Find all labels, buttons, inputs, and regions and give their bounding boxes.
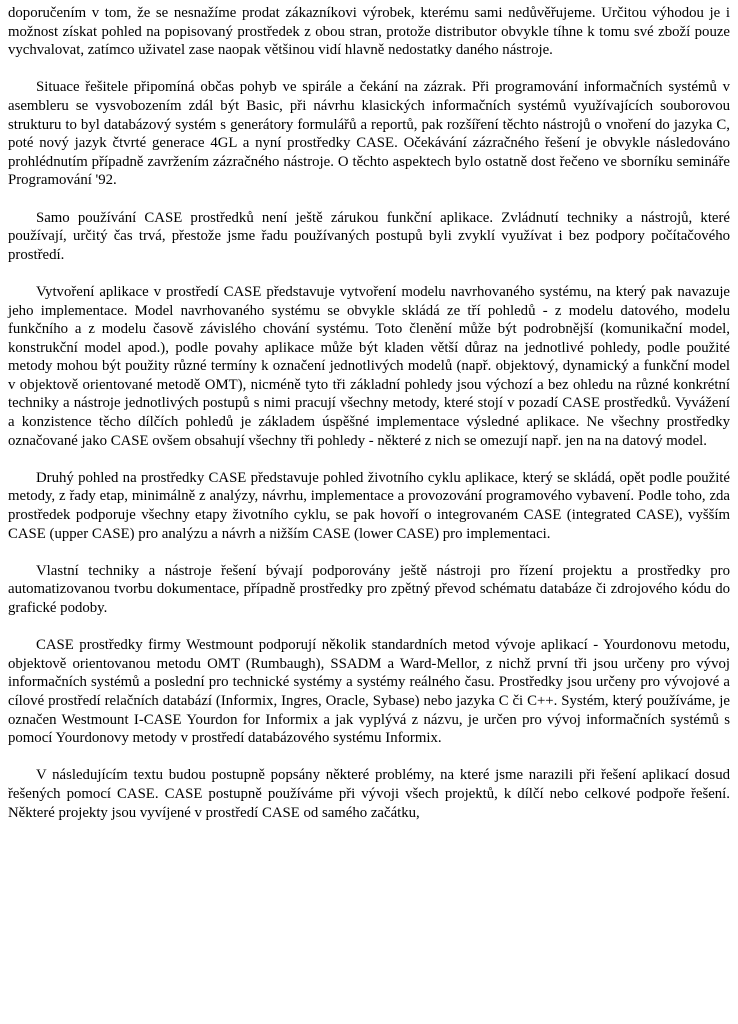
- paragraph-5: Druhý pohled na prostředky CASE představuje pohled životního cyklu aplikace, který se skládá, opět podle použité metody, z řady etap, minimálně z analýzy, návrhu, implementace a provozování programového vybavení. Podle toho, zda prostředek podporuje všechny etapy životního cyklu, se pak hovoří o integrovaném CASE (integrated CASE), vyšším CASE (upper CASE) pro analýzu a návrh a nižším CASE (lower CASE) pro implementaci.: [8, 469, 730, 542]
- document-page: [8, 4, 730, 822]
- paragraph-6: Vlastní techniky a nástroje řešení bývají podporovány ještě nástroji pro řízení projektu a prostředky pro automatizovanou tvorbu dokumentace, případně prostředky pro zpětný převod schématu databáze či zdrojového kódu do grafické podoby.: [8, 562, 730, 616]
- paragraph-2: Situace řešitele připomíná občas pohyb ve spirále a čekání na zázrak. Při programování informačních systémů v asembleru se vysvobozením zdál být Basic, při návrhu klasických informačních systémů využívajících souborovou strukturu to byl databázový systém s generátory formulářů a reportů, pak rozšíření těchto nástrojů o vnoření do jazyka C, poté nový jazyk čtvrté generace 4GL a nyní prostředky CASE. Očekávání zázračného řešení je obvykle následováno prohlédnutím případně zavržením zázračného nástroje. O těchto aspektech bylo ostatně dost řečeno ve sborníku semináře Programování '92.: [8, 79, 730, 189]
- paragraph-7: CASE prostředky firmy Westmount podporují několik standardních metod vývoje aplikací - Yourdonovu metodu, objektově orientovanou metodu OMT (Rumbaugh), SSADM a Ward-Mellor, z nichž první tři jsou určeny pro vývoj informačních systémů a poslední pro technické systémy a systémy reálného času. Prostředky jsou určeny pro vývojové a cílové prostředí relačních databází (Informix, Ingres, Oracle, Sybase) nebo jazyka C či C++. Systém, který používáme, je označen Westmount I-CASE Yourdon for Informix a jak vyplývá z názvu, je určen pro vývoj informačních systémů s pomocí Yourdonovy metody v prostředí databázového systému Informix.: [8, 637, 730, 747]
- paragraph-3: Samo používání CASE prostředků není ještě zárukou funkční aplikace. Zvládnutí techniky a nástrojů, které používají, určitý čas trvá, přestože jsme řadu používaných postupů byli zvyklí využívat i bez podpory počítačového prostředí.: [8, 209, 730, 263]
- paragraph-1: doporučením v tom, že se nesnažíme prodat zákazníkovi výrobek, kterému sami nedůvěřujeme. Určitou výhodou je i možnost získat pohled na popisovaný prostředek z obou stran, protože distributor obvykle tíhne k tomu své zboží pouze vychvalovat, zatímco uživatel zase naopak většinou vidí hlavně nedostatky daného nástroje.: [8, 5, 730, 59]
- paragraph-8: V následujícím textu budou postupně popsány některé problémy, na které jsme narazili při řešení aplikací dosud řešených pomocí CASE. CASE postupně používáme při vývoji všech projektů, k dílčí nebo celkové podpoře řešení. Některé projekty jsou vyvíjené v prostředí CASE od samého začátku,: [8, 767, 730, 821]
- paragraph-4: Vytvoření aplikace v prostředí CASE představuje vytvoření modelu navrhovaného systému, na který pak navazuje jeho implementace. Model navrhovaného systému se obvykle skládá ze tří pohledů - z modelu datového, modelu funkčního a z modelu časově závislého chování systému. Toto členění může být podrobnější (komunikační model, konstrukční model apod.), podle povahy aplikace může být kladen větší důraz na jednotlivé pohledy, podle použité metody mohou být použity různé termíny k označení jednotlivých modelů (např. objektový, dynamický a funkční model v objektově orientované metodě OMT), nicméně tyto tři základní pohledy jsou výchozí a bez ohledu na různé konkrétní techniky a nástroje jednotlivých postupů s nimi pracují všechny metody, které stojí v pozadí CASE prostředků. Vyvážení a konzistence těcho dílčích pohledů je základem úspěšné implementace výsledné aplikace. Ne všechny prostředky označované jako CASE ovšem obsahují všechny tři pohledy - některé z nich se omezují např. jen na na datový model.: [8, 283, 730, 449]
